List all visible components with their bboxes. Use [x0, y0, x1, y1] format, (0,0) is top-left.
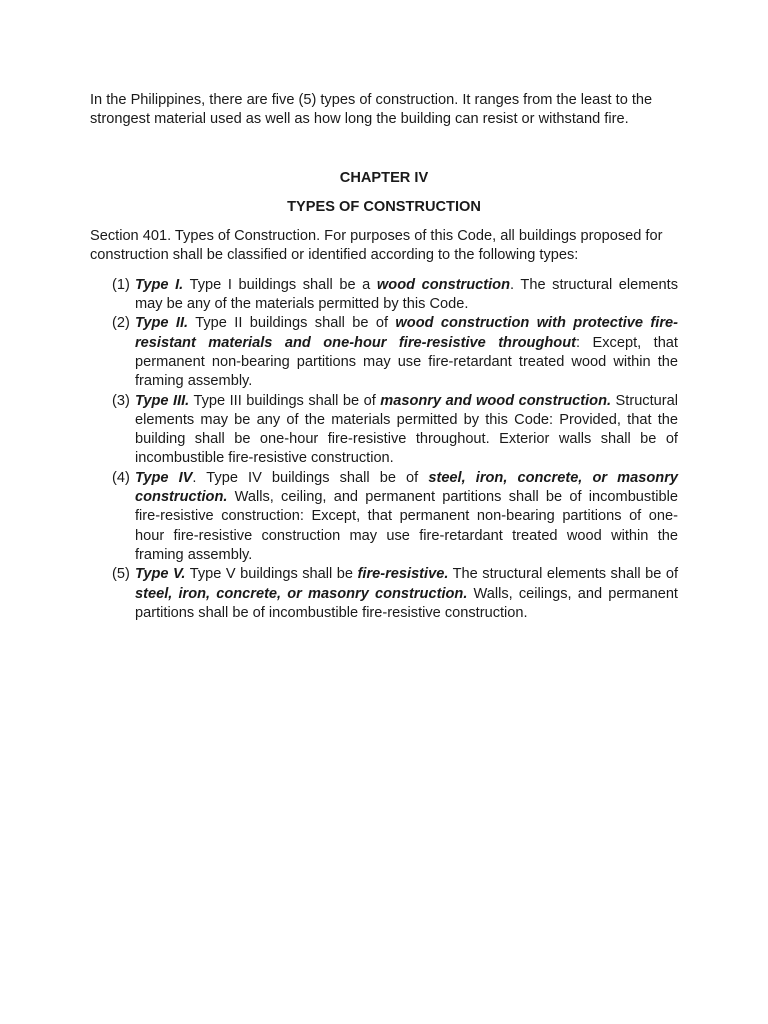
type-text: . Type IV buildings shall be of: [192, 469, 429, 486]
type-emphasis: wood construction: [376, 276, 511, 293]
item-number: (4): [112, 469, 130, 486]
item-number: (3): [112, 392, 130, 409]
type-heading: Type III.: [135, 392, 190, 409]
type-heading: Type V.: [135, 566, 186, 583]
type-text: . The structural elements may be any of the materials permitted by this Code.: [135, 276, 679, 313]
type-text: Walls, ceilings, and permanent partitions shall be of incombustible fire-resistive construction.: [135, 585, 678, 621]
type-text: : Except, that permanent non-bearing partitions may use fire-retardant treated wood within the framing assembly.: [135, 334, 678, 390]
type-emphasis: masonry and wood construction.: [380, 392, 612, 409]
type-text: Type I buildings shall be a: [183, 276, 377, 293]
chapter-title: TYPES OF CONSTRUCTION: [287, 198, 481, 215]
type-heading: Type II.: [135, 315, 189, 332]
document-page: [90, 91, 678, 623]
item-number: (5): [112, 566, 130, 583]
type-item-3: [90, 392, 678, 469]
type-text: Type III buildings shall be of: [189, 392, 381, 409]
type-item-2: [90, 314, 678, 391]
type-emphasis: wood construction with protective fire-resistant materials and one-hour fire-resistive throughout: [135, 315, 678, 351]
type-item-5: [90, 565, 678, 623]
type-heading: Type I.: [135, 276, 184, 293]
type-item-1: [90, 276, 678, 315]
type-text: The structural elements shall be of: [448, 566, 678, 583]
item-number: (1): [112, 276, 130, 293]
intro-paragraph: In the Philippines, there are five (5) types of construction. It ranges from the least to the strongest material used as well as how long the building can resist or withstand fire.: [90, 92, 653, 128]
type-heading: Type IV: [135, 469, 193, 486]
type-emphasis: fire-resistive.: [357, 566, 449, 583]
type-text: Walls, ceiling, and permanent partitions shall be of incombustible fire-resistive construction: Except, that permanent non-bearing partitions of one-hour fire-resistive construction may use fire-retardant treated wood within the framing assembly.: [135, 489, 678, 563]
item-number: (2): [112, 315, 130, 332]
type-emphasis: steel, iron, concrete, or masonry construction.: [135, 585, 468, 602]
construction-types-list: [90, 276, 678, 623]
type-item-4: [90, 469, 678, 565]
type-text: Type V buildings shall be: [185, 566, 358, 583]
section-paragraph: Section 401. Types of Construction. For purposes of this Code, all buildings proposed for construction shall be classified or identified according to the following types:: [90, 228, 663, 264]
type-text: Type II buildings shall be of: [188, 315, 396, 332]
chapter-heading: CHAPTER IV: [339, 169, 429, 186]
type-text: Structural elements may be any of the materials permitted by this Code: Provided, that the building shall be one-hour fire-resistive throughout. Exterior walls shall be of incombustible fire-resistive construction.: [135, 392, 678, 467]
type-emphasis: steel, iron, concrete, or masonry construction.: [135, 469, 678, 506]
